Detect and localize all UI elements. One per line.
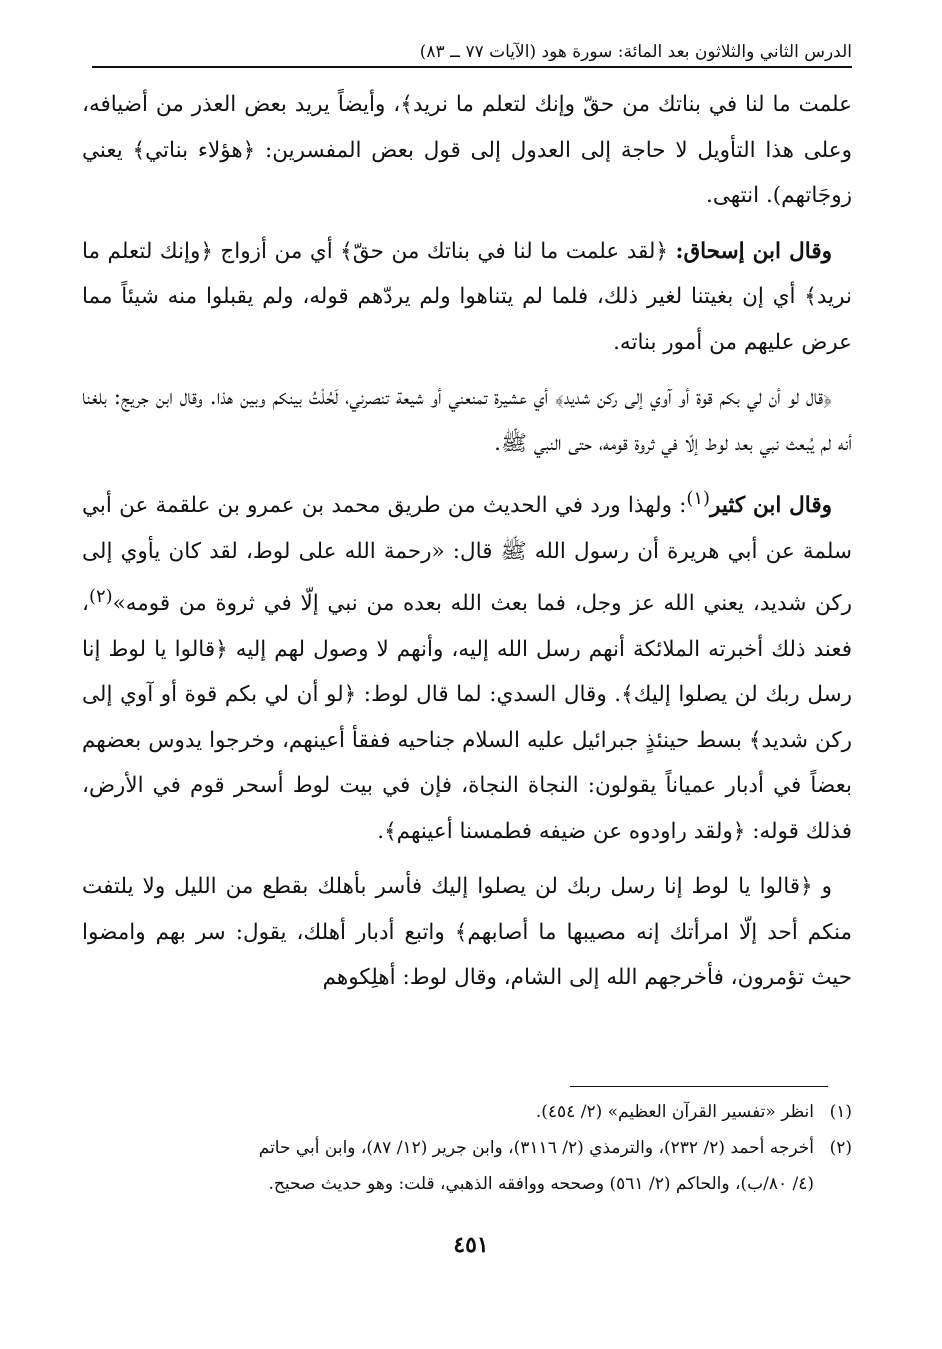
- footnote-2-number: (٢): [829, 1138, 852, 1158]
- footnote-2: [82, 1130, 852, 1166]
- paragraph-3-text: ﴿قال لو أن لي بكم قوة أو آوي إلى ركن شديد﴾ أي عشيرة تمنعني أو شيعة تنصرني، لَحُلْتُ بينكم وبين هذا. وقال ابن جريج: بلغنا أنه لم يُبعث نبي بعد لوط إلّا في ثروة قومه، حتى النبي ﷺ.: [82, 385, 852, 456]
- paragraph-2-text: ﴿لقد علمت ما لنا في بناتك من حقّ﴾ أي من أزواج ﴿وإنك لتعلم ما نريد﴾ أي إن بغيتنا لغير ذلك، فلما لم يتناهوا ولم يردّهم قوله، ولم يقبلوا منه شيئاً مما عرض عليهم من أمور بناته.: [82, 238, 852, 355]
- paragraph-4-lead: وقال ابن كثير: [710, 493, 832, 519]
- paragraph-4-text-b: ، فعند ذلك أخبرته الملائكة أنهم رسل الله إليه، وأنهم لا وصول لهم إليه ﴿قالوا يا لوط إنا رسل ربك لن يصلوا إليك﴾. وقال السدي: لما قال لوط: ﴿لو أن لي بكم قوة أو آوي إلى ركن شديد﴾ بسط حينئذٍ جبرائيل عليه السلام جناحيه ففقأ أعينهم، وخرجوا يدوس بعضهم بعضاً في أدبار عمياناً يقولون: النجاة النجاة، فإن في بيت لوط أسحر قوم في الأرض، فذلك قوله: ﴿ولقد راودوه عن ضيفه فطمسنا أعينهم﴾.: [82, 591, 852, 844]
- header-rule: [92, 66, 852, 68]
- footnote-1: [82, 1094, 852, 1130]
- running-header: الدرس الثاني والثلاثون بعد المائة: سورة هود (الآيات ٧٧ ــ ٨٣): [419, 42, 852, 62]
- paragraph-2-lead: وقال ابن إسحاق:: [675, 238, 832, 264]
- footnote-ref-2: (٢): [88, 586, 113, 608]
- footnote-2-text: أخرجه أحمد (٢/ ٢٣٢)، والترمذي (٢/ ٣١١٦)، وابن جرير (١٢/ ٨٧)، وابن أبي حاتم: [258, 1138, 814, 1158]
- footnote-1-number: (١): [829, 1102, 852, 1122]
- paragraph-5: [82, 864, 852, 1001]
- main-text: [82, 82, 852, 1011]
- footnotes: [82, 1094, 852, 1202]
- footnote-rule: [570, 1086, 828, 1087]
- paragraph-3: [82, 375, 852, 466]
- paragraph-1-text: علمت ما لنا في بناتك من حقّ وإنك لتعلم ما نريد﴾، وأيضاً يريد بعض العذر من أضيافه، وعلى هذا التأويل لا حاجة إلى العدول إلى قول بعض المفسرين: ﴿هؤلاء بناتي﴾ يعني زوجَاتهم). انتهى.: [82, 92, 852, 208]
- footnote-ref-1: (١): [686, 488, 711, 509]
- page-number: ٤٥١: [453, 1232, 489, 1258]
- paragraph-5-text: و ﴿قالوا يا لوط إنا رسل ربك لن يصلوا إليك فأسر بأهلك بقطع من الليل ولا يلتفت منكم أحد إلّا امرأتك إنه مصيبها ما أصابهم﴾ واتبع أدبار أهلك، يقول: سر بهم وامضوا حيث تؤمرون، فأخرجهم الله إلى الشام، وقال لوط: أهلِكوهم: [82, 874, 852, 991]
- paragraph-4: [82, 476, 852, 854]
- paragraph-1: [82, 82, 852, 219]
- footnote-1-text: انظر «تفسير القرآن العظيم» (٢/ ٤٥٤).: [535, 1102, 814, 1122]
- paragraph-4-text-a: : ولهذا ورد في الحديث من طريق محمد بن عمرو بن علقمة عن أبي سلمة عن أبي هريرة أن رسول الله ﷺ قال: «رحمة الله على لوط، لقد كان يأوي إلى ركن شديد، يعني الله عز وجل، فما بعث الله بعده من نبي إلّا في ثروة من قومه»: [82, 493, 852, 617]
- footnote-2-continuation: (٤/ ٨٠/ب)، والحاكم (٢/ ٥٦١) وصححه ووافقه الذهبي، قلت: وهو حديث صحيح.: [268, 1174, 814, 1194]
- paragraph-2: [82, 229, 852, 366]
